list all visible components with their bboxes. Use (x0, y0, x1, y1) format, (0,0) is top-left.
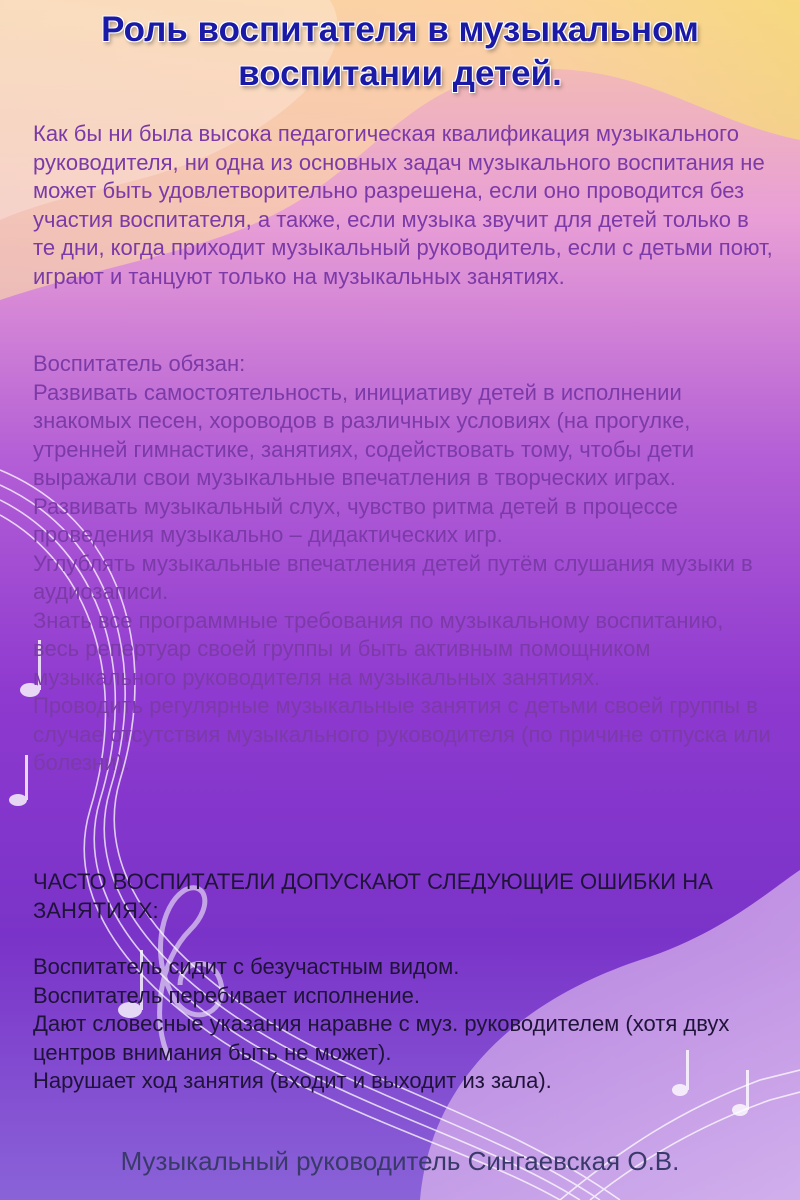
duty-item: Проводить регулярные музыкальные занятия с детьми своей группы в случае отсутствия музыкального руководителя (по причине отпуска или болезни). (33, 693, 771, 775)
intro-paragraph (33, 120, 773, 291)
mistake-item: Дают словесные указания наравне с муз. руководителем (хотя двух центров внимания быть не может). (33, 1011, 730, 1065)
duty-item: Развивать самостоятельность, инициативу детей в исполнении знакомых песен, хороводов в различных условиях (на прогулке, утренней гимнастике, занятиях, содействовать тому, чтобы дети выражали свои музыкальные впечатления в творческих играх. (33, 379, 695, 490)
duty-item: Знать все программные требования по музыкальному воспитанию, весь репертуар своей группы и быть активным помощником музыкального руководителя на музыкальных занятиях. (33, 607, 724, 690)
mistakes-section (33, 868, 773, 1096)
duties-section (33, 350, 773, 778)
mistakes-heading: ЧАСТО ВОСПИТАТЕЛИ ДОПУСКАЮТ СЛЕДУЮЩИЕ ОШИБКИ НА ЗАНЯТИЯХ: (33, 869, 713, 923)
duty-item: Развивать музыкальный слух, чувство ритма детей в процессе проведения музыкально – дидактических игр. (33, 493, 678, 547)
duties-heading: Воспитатель обязан: (33, 351, 246, 376)
mistake-item: Нарушает ход занятия (входит и выходит из зала). (33, 1068, 552, 1093)
duty-item: Углублять музыкальные впечатления детей путём слушания музыки в аудиозаписи. (33, 550, 753, 604)
intro-text: Как бы ни была высока педагогическая квалификация музыкального руководителя, ни одна из основных задач музыкального воспитания не может быть удовлетворительно разрешена, если оно проводится без участия воспитателя, а также, если музыка звучит для детей только в те дни, когда приходит музыкальный руководитель, если с детьми поют, играют и танцуют только на музыкальных занятиях. (33, 121, 773, 289)
mistake-item: Воспитатель сидит с безучастным видом. (33, 954, 460, 979)
page-title: Роль воспитателя в музыкальном воспитании детей. (101, 10, 699, 93)
signature: Музыкальный руководитель Сингаевская О.В. (120, 1146, 680, 1176)
mistake-item: Воспитатель перебивает исполнение. (33, 982, 421, 1008)
